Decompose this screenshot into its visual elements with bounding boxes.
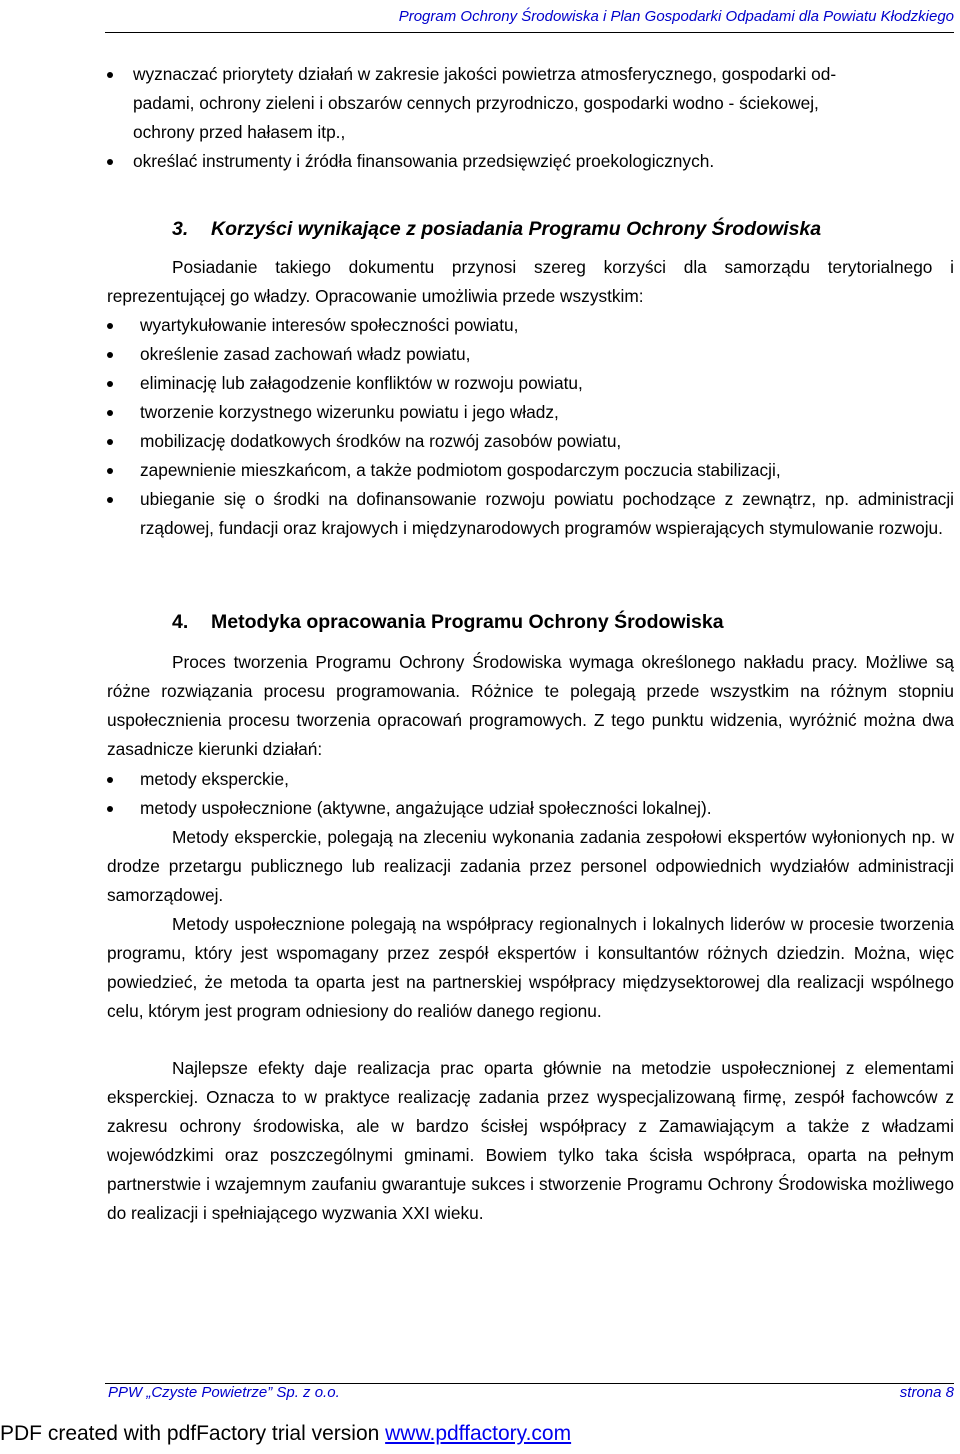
list-item [107, 456, 954, 485]
paragraph: Najlepsze efekty daje realizacja prac oparta głównie na metodzie uspołecznionej z elementami eksperckiej. Oznacza to w praktyce realizację zadania przez wyspecjalizowaną firmę, zespół fachowców z zakresu ochrony środowiska, ale w bardzo ścisłej współpracy z Zamawiającym a także z władzami wojewódzkimi oraz poszczególnymi gminami. Bowiem tylko taka ścisła współpraca, oparta na pełnym partnerstwie i wzajemnym zaufaniu gwarantuje sukces i stworzenie Programu Ochrony Środowiska możliwego do realizacji i spełniającego wyzwania XXI wieku. [107, 1058, 954, 1223]
list-item-line: ochrony przed hałasem itp., [133, 122, 346, 142]
header-divider [105, 32, 954, 33]
paragraph: Posiadanie takiego dokumentu przynosi szereg korzyści dla samorządu terytorialnego i reprezentującej go władzy. Opracowanie umożliwia przede wszystkim: [107, 257, 954, 306]
list-item [107, 765, 954, 794]
list-item [107, 147, 954, 176]
bullet-icon [107, 485, 113, 514]
list-item [107, 794, 954, 823]
bullet-icon [107, 794, 113, 823]
bullet-icon [107, 340, 113, 369]
bullet-icon [107, 369, 113, 398]
list-item-text: eliminację lub załagodzenie konfliktów w rozwoju powiatu, [140, 373, 583, 393]
bullet-icon [107, 398, 113, 427]
list-item-text: tworzenie korzystnego wizerunku powiatu i jego władz, [140, 402, 559, 422]
list-item-text: metody uspołecznione (aktywne, angażujące udział społeczności lokalnej). [140, 798, 712, 818]
pdf-creator-text: PDF created with pdfFactory trial version [0, 1422, 386, 1445]
list-item [107, 340, 954, 369]
list-item [107, 311, 954, 340]
bullet-icon [107, 311, 113, 340]
list-item-line: wyznaczać priorytety działań w zakresie jakości powietrza atmosferycznego, gospodarki od- [133, 64, 837, 84]
pdf-factory-link[interactable]: www.pdffactory.com [385, 1422, 572, 1445]
bullet-icon [107, 60, 113, 89]
footer-company: PPW „Czyste Powietrze” Sp. z o.o. [108, 1384, 340, 1401]
list-item-line: padami, ochrony zieleni i obszarów cennych przyrodniczo, gospodarki wodno - ściekowej, [133, 93, 819, 113]
list-item [107, 60, 954, 147]
list-item-text: ubieganie się o środki na dofinansowanie rozwoju powiatu pochodzące z zewnątrz, np. administracji rządowej, fundacji oraz krajowych i międzynarodowych programów wspierających stymulowanie rozwoju. [140, 489, 954, 538]
section-heading: Korzyści wynikające z posiadania Programu Ochrony Środowiska [211, 218, 822, 240]
list-item-text: mobilizację dodatkowych środków na rozwój zasobów powiatu, [140, 431, 622, 451]
list-item [107, 369, 954, 398]
list-item [107, 398, 954, 427]
paragraph: Metody uspołecznione polegają na współpracy regionalnych i lokalnych liderów w procesie tworzenia programu, który jest wspomagany przez zespół ekspertów i konsultantów różnych dziedzin. Można, więc powiedzieć, że metoda ta oparta jest na partnerskiej współpracy międzysektorowej dla realizacji wspólnego celu, którym jest program odniesiony do realiów danego regionu. [107, 914, 954, 1021]
list-item [107, 427, 954, 456]
section-number: 4. [172, 611, 189, 633]
list-item-text: określenie zasad zachowań władz powiatu, [140, 344, 471, 364]
section-heading: Metodyka opracowania Programu Ochrony Środowiska [211, 611, 724, 633]
bullet-icon [107, 147, 113, 176]
paragraph: Proces tworzenia Programu Ochrony Środowiska wymaga określonego nakładu pracy. Możliwe są różne rozwiązania procesu programowania. Różnice te polegają przede wszystkim na różnym stopniu uspołecznienia procesu tworzenia opracowań programowych. Z tego punktu widzenia, wyróżnić można dwa zasadnicze kierunki działań: [107, 652, 954, 759]
page-number: strona 8 [899, 1384, 954, 1401]
list-item-text: metody eksperckie, [140, 769, 289, 789]
list-item-text: określać instrumenty i źródła finansowania przedsięwzięć proekologicznych. [133, 151, 715, 171]
bullet-icon [107, 765, 113, 794]
paragraph: Metody eksperckie, polegają na zleceniu wykonania zadania zespołowi ekspertów wyłonionych np. w drodze przetargu publicznego lub realizacji zadania przez personel odpowiednich wydziałów administracji samorządowej. [107, 827, 954, 905]
list-item [107, 485, 954, 543]
list-item-text: wyartykułowanie interesów społeczności powiatu, [140, 315, 519, 335]
bullet-icon [107, 456, 113, 485]
list-item-text: zapewnienie mieszkańcom, a także podmiotom gospodarczym poczucia stabilizacji, [140, 460, 781, 480]
running-header: Program Ochrony Środowiska i Plan Gospodarki Odpadami dla Powiatu Kłodzkiego [398, 8, 954, 25]
pdf-creator-note [0, 1422, 571, 1446]
section-number: 3. [172, 218, 189, 240]
bullet-icon [107, 427, 113, 456]
